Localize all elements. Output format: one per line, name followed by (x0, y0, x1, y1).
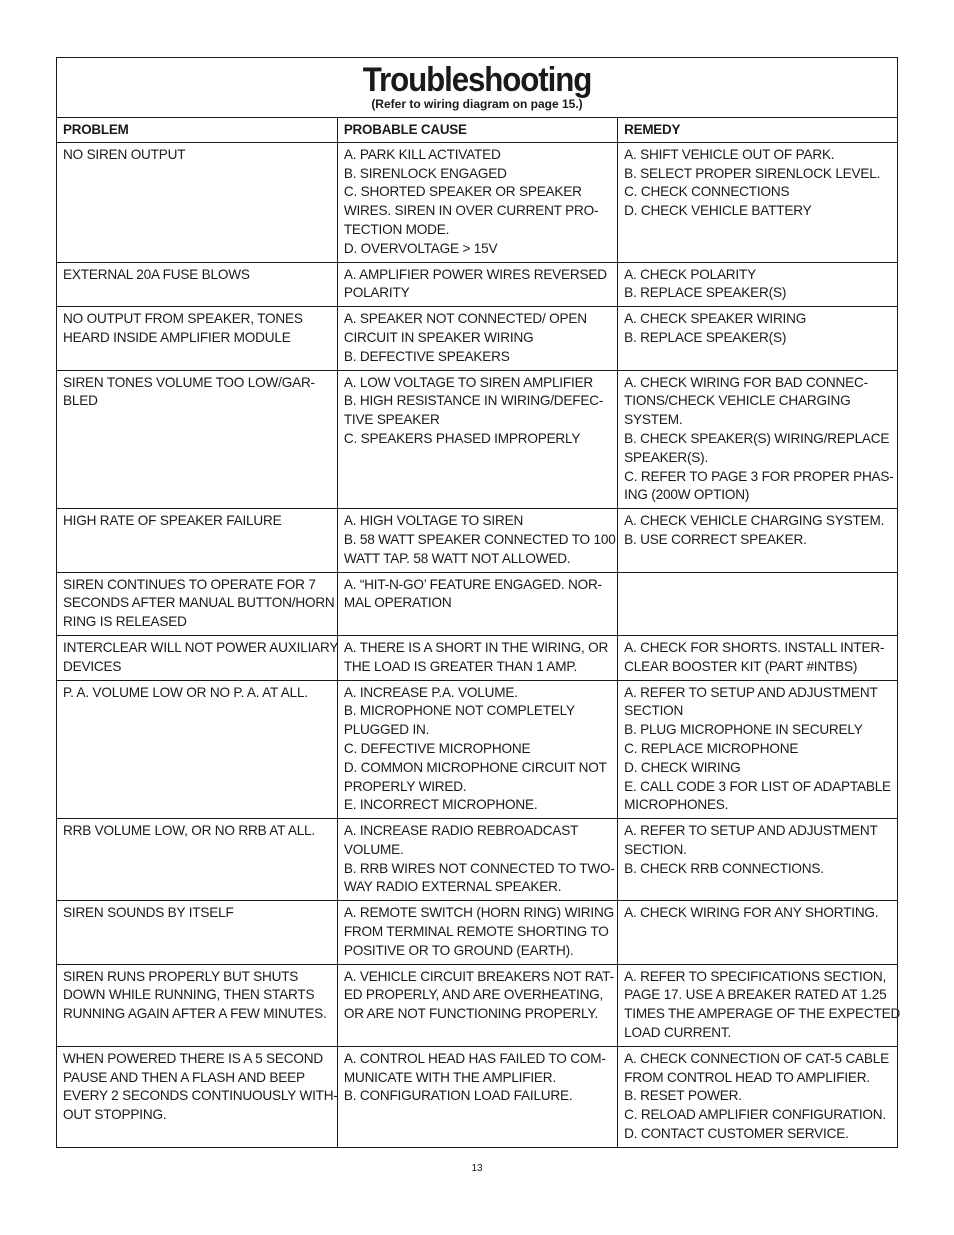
cell-text-line: A. CHECK FOR SHORTS. INSTALL INTER- (624, 639, 885, 655)
cell-text-line: SYSTEM. (624, 412, 683, 428)
cell-text-line: SIREN RUNS PROPERLY BUT SHUTS (63, 968, 299, 984)
cell-text-line: HIGH RATE OF SPEAKER FAILURE (63, 513, 282, 529)
header-probable-cause: PROBABLE CAUSE (337, 118, 617, 142)
problem-cell (57, 572, 337, 635)
header-remedy: REMEDY (618, 118, 897, 142)
cell-text-line: MAL OPERATION (343, 595, 452, 611)
cell-text-line: NO OUTPUT FROM SPEAKER, TONES (63, 311, 303, 327)
probable-cause-cell (337, 307, 617, 370)
cell-text-line: B. CONFIGURATION LOAD FAILURE. (343, 1088, 573, 1104)
table-row (57, 964, 897, 1046)
remedy-cell (618, 1046, 897, 1146)
cell-text-line: B. 58 WATT SPEAKER CONNECTED TO 100 (343, 531, 616, 547)
probable-cause-cell (337, 901, 617, 964)
table-row (57, 307, 897, 370)
cell-text-line: THE LOAD IS GREATER THAN 1 AMP. (343, 658, 578, 674)
cell-text-line: SECTION (624, 703, 684, 719)
cell-text-line: B. HIGH RESISTANCE IN WIRING/DEFEC- (343, 393, 604, 409)
header-problem: PROBLEM (57, 118, 337, 142)
problem-cell (57, 680, 337, 819)
troubleshooting-frame (56, 57, 901, 1148)
cell-text-line: C. SHORTED SPEAKER OR SPEAKER (343, 184, 582, 200)
problem-cell (57, 307, 337, 370)
cell-text-line: INTERCLEAR WILL NOT POWER AUXILIARY (63, 639, 339, 655)
cell-text-line: CLEAR BOOSTER KIT (PART #INTBS) (624, 658, 858, 674)
problem-cell (57, 964, 337, 1046)
probable-cause-cell (337, 819, 617, 901)
cell-text-line: OR ARE NOT FUNCTIONING PROPERLY. (343, 1006, 599, 1022)
cell-text-line: RRB VOLUME LOW, OR NO RRB AT ALL. (63, 823, 315, 839)
cell-text-line: WAY RADIO EXTERNAL SPEAKER. (343, 879, 562, 895)
remedy-cell (618, 964, 901, 1046)
cell-text-line: A. INCREASE RADIO REBROADCAST (343, 823, 579, 839)
remedy-cell (618, 307, 897, 370)
cell-text-line: C. REPLACE MICROPHONE (624, 740, 799, 756)
cell-text-line: RING IS RELEASED (63, 614, 187, 630)
cell-text-line: ING (200W OPTION) (624, 487, 750, 503)
cell-text-line: A. “HIT-N-GO’ FEATURE ENGAGED. NOR- (343, 576, 602, 592)
page-number: 13 (471, 1163, 483, 1174)
probable-cause-cell (337, 572, 617, 635)
cell-text-line: NO SIREN OUTPUT (63, 146, 186, 162)
probable-cause-cell (337, 262, 617, 307)
cell-text-line: B. PLUG MICROPHONE IN SECURELY (624, 722, 863, 738)
table-row (57, 635, 897, 680)
problem-cell (57, 819, 337, 901)
problem-cell (57, 1046, 337, 1146)
problem-cell (57, 635, 337, 680)
table-row (57, 262, 897, 307)
cell-text-line: A. CHECK CONNECTION OF CAT-5 CABLE (624, 1050, 890, 1066)
table-row (57, 680, 897, 819)
cell-text-line: PLUGGED IN. (343, 722, 430, 738)
cell-text-line: SECONDS AFTER MANUAL BUTTON/HORN (63, 595, 335, 611)
cell-text-line: WATT TAP. 58 WATT NOT ALLOWED. (343, 550, 571, 566)
cell-text-line: B. CHECK RRB CONNECTIONS. (624, 860, 824, 876)
cell-text-line: VOLUME. (343, 841, 404, 857)
cell-text-line: B. CHECK SPEAKER(S) WIRING/REPLACE (624, 430, 890, 446)
cell-text-line: CIRCUIT IN SPEAKER WIRING (343, 329, 534, 345)
cell-text-line: POSITIVE OR TO GROUND (EARTH). (343, 942, 574, 958)
remedy-cell (618, 901, 897, 964)
cell-text-line: LOAD CURRENT. (624, 1025, 732, 1041)
cell-text-line: A. SPEAKER NOT CONNECTED/ OPEN (343, 311, 587, 327)
cell-text-line: E. CALL CODE 3 FOR LIST OF ADAPTABLE (624, 778, 891, 794)
cell-text-line: B. SIRENLOCK ENGAGED (343, 165, 507, 181)
title-box (57, 58, 897, 118)
cell-text-line: TIONS/CHECK VEHICLE CHARGING (624, 393, 851, 409)
cell-text-line: C. REFER TO PAGE 3 FOR PROPER PHAS- (624, 468, 894, 484)
remedy-cell (618, 680, 897, 819)
probable-cause-cell (337, 635, 617, 680)
cell-text-line: A. PARK KILL ACTIVATED (343, 146, 501, 162)
problem-cell (57, 370, 337, 509)
cell-text-line: PROPERLY WIRED. (343, 778, 467, 794)
remedy-cell (618, 509, 897, 572)
cell-text-line: TECTION MODE. (343, 221, 450, 237)
problem-cell (57, 142, 337, 262)
cell-text-line: TIMES THE AMPERAGE OF THE EXPECTED (624, 1006, 901, 1022)
problem-cell (57, 901, 337, 964)
cell-text-line: POLARITY (343, 285, 410, 301)
remedy-cell (618, 572, 897, 635)
cell-text-line: FROM CONTROL HEAD TO AMPLIFIER. (624, 1069, 870, 1085)
probable-cause-cell (337, 142, 617, 262)
cell-text-line: A. CONTROL HEAD HAS FAILED TO COM- (343, 1050, 606, 1066)
cell-text-line: WIRES. SIREN IN OVER CURRENT PRO- (343, 203, 599, 219)
cell-text-line: C. CHECK CONNECTIONS (624, 184, 790, 200)
cell-text-line: EXTERNAL 20A FUSE BLOWS (63, 266, 250, 282)
cell-text-line: MUNICATE WITH THE AMPLIFIER. (343, 1069, 556, 1085)
cell-text-line: HEARD INSIDE AMPLIFIER MODULE (63, 329, 291, 345)
remedy-cell (618, 370, 897, 509)
remedy-cell (618, 819, 897, 901)
problem-cell (57, 509, 337, 572)
probable-cause-cell (337, 1046, 617, 1146)
probable-cause-cell (337, 964, 617, 1046)
cell-text-line: B. REPLACE SPEAKER(S) (624, 285, 787, 301)
cell-text-line: SPEAKER(S). (624, 449, 709, 465)
cell-text-line: C. SPEAKERS PHASED IMPROPERLY (343, 430, 581, 446)
cell-text-line: SIREN CONTINUES TO OPERATE FOR 7 (63, 576, 316, 592)
probable-cause-cell (337, 680, 617, 819)
cell-text-line: B. MICROPHONE NOT COMPLETELY (343, 703, 575, 719)
table-row (57, 370, 897, 509)
cell-text-line: B. RRB WIRES NOT CONNECTED TO TWO- (343, 860, 615, 876)
cell-text-line: BLED (63, 393, 98, 409)
remedy-cell (618, 635, 897, 680)
table-row (57, 901, 897, 964)
cell-text-line: D. CHECK WIRING (624, 759, 741, 775)
cell-text-line: OUT STOPPING. (63, 1107, 167, 1123)
cell-text-line: E. INCORRECT MICROPHONE. (343, 797, 538, 813)
cell-text-line: PAUSE AND THEN A FLASH AND BEEP (63, 1069, 305, 1085)
probable-cause-cell (337, 370, 617, 509)
cell-text-line: D. CONTACT CUSTOMER SERVICE. (624, 1126, 849, 1142)
troubleshooting-table (57, 118, 901, 1147)
cell-text-line: A. INCREASE P.A. VOLUME. (343, 684, 518, 700)
cell-text-line: P. A. VOLUME LOW OR NO P. A. AT ALL. (63, 684, 308, 700)
cell-text-line: A. VEHICLE CIRCUIT BREAKERS NOT RAT- (343, 968, 614, 984)
cell-text-line: DEVICES (63, 658, 122, 674)
cell-text-line: PAGE 17. USE A BREAKER RATED AT 1.25 (624, 987, 887, 1003)
cell-text-line: A. AMPLIFIER POWER WIRES REVERSED (343, 266, 607, 282)
cell-text-line: D. COMMON MICROPHONE CIRCUIT NOT (343, 759, 607, 775)
cell-text-line: A. REMOTE SWITCH (HORN RING) WIRING (343, 905, 614, 921)
cell-text-line: SIREN TONES VOLUME TOO LOW/GAR- (63, 374, 315, 390)
probable-cause-cell (337, 509, 617, 572)
cell-text-line: A. CHECK SPEAKER WIRING (624, 311, 807, 327)
cell-text-line: EVERY 2 SECONDS CONTINUOUSLY WITH- (63, 1088, 338, 1104)
cell-text-line: A. REFER TO SETUP AND ADJUSTMENT (624, 823, 878, 839)
cell-text-line: RUNNING AGAIN AFTER A FEW MINUTES. (63, 1006, 327, 1022)
cell-text-line: B. USE CORRECT SPEAKER. (624, 531, 807, 547)
cell-text-line: A. REFER TO SPECIFICATIONS SECTION, (624, 968, 887, 984)
cell-text-line: A. REFER TO SETUP AND ADJUSTMENT (624, 684, 878, 700)
cell-text-line: DOWN WHILE RUNNING, THEN STARTS (63, 987, 315, 1003)
cell-text-line: SIREN SOUNDS BY ITSELF (63, 905, 234, 921)
cell-text-line: A. LOW VOLTAGE TO SIREN AMPLIFIER (343, 374, 594, 390)
cell-text-line: ED PROPERLY, AND ARE OVERHEATING, (343, 987, 604, 1003)
remedy-cell (618, 142, 897, 262)
cell-text-line: A. CHECK POLARITY (624, 266, 756, 282)
table-row (57, 819, 897, 901)
cell-text-line: C. DEFECTIVE MICROPHONE (343, 740, 531, 756)
cell-text-line: D. OVERVOLTAGE > 15V (343, 240, 498, 256)
cell-text-line: A. SHIFT VEHICLE OUT OF PARK. (624, 146, 835, 162)
cell-text-line: WHEN POWERED THERE IS A 5 SECOND (63, 1050, 323, 1066)
cell-text-line: MICROPHONES. (624, 797, 729, 813)
cell-text-line: A. THERE IS A SHORT IN THE WIRING, OR (343, 639, 609, 655)
cell-text-line: B. DEFECTIVE SPEAKERS (343, 348, 510, 364)
cell-text-line: B. SELECT PROPER SIRENLOCK LEVEL. (624, 165, 881, 181)
table-row (57, 572, 897, 635)
cell-text-line: B. RESET POWER. (624, 1088, 742, 1104)
cell-text-line: FROM TERMINAL REMOTE SHORTING TO (343, 924, 609, 940)
cell-text-line: A. CHECK WIRING FOR ANY SHORTING. (624, 905, 879, 921)
remedy-cell (618, 262, 897, 307)
table-header-row (57, 118, 897, 142)
page-subtitle: (Refer to wiring diagram on page 15.) (371, 97, 583, 111)
problem-cell (57, 262, 337, 307)
cell-text-line: B. REPLACE SPEAKER(S) (624, 329, 787, 345)
table-row (57, 142, 897, 262)
cell-text-line: D. CHECK VEHICLE BATTERY (624, 203, 812, 219)
cell-text-line: TIVE SPEAKER (343, 412, 440, 428)
table-row (57, 1046, 897, 1146)
cell-text-line: A. HIGH VOLTAGE TO SIREN (343, 513, 524, 529)
cell-text-line: A. CHECK VEHICLE CHARGING SYSTEM. (624, 513, 885, 529)
table-body (57, 142, 901, 1147)
cell-text-line: SECTION. (624, 841, 687, 857)
table-row (57, 509, 897, 572)
cell-text-line: A. CHECK WIRING FOR BAD CONNEC- (624, 374, 868, 390)
page-title: Troubleshooting (362, 61, 592, 99)
cell-text-line: C. RELOAD AMPLIFIER CONFIGURATION. (624, 1107, 886, 1123)
